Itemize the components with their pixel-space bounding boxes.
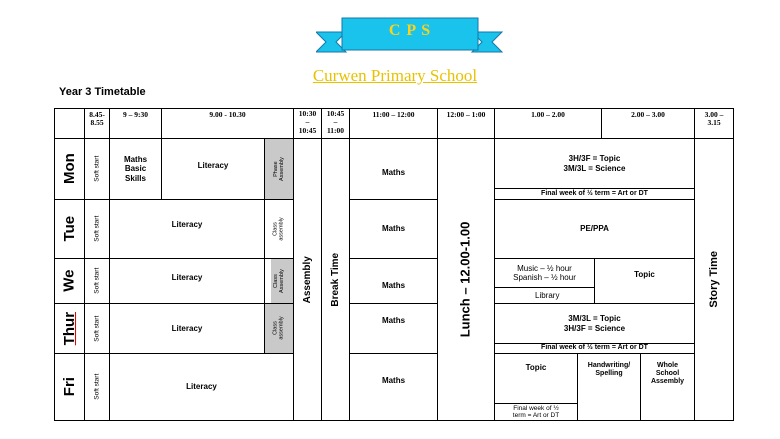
- whole-school-assembly: Whole School Assembly: [640, 353, 695, 421]
- friday-final-week-note: Final week of ½ term = Art or DT: [494, 403, 578, 421]
- class-assembly-tuesday: Class assembly: [264, 199, 294, 259]
- maths-friday: Maths: [349, 353, 438, 421]
- time-header: 12:00 – 1:00: [437, 108, 495, 139]
- time-header: 1.00 – 2.00: [494, 108, 602, 139]
- pe-ppa: PE/PPA: [494, 199, 695, 259]
- topic-wednesday: Topic: [594, 258, 695, 304]
- day-thursday: Thur: [54, 303, 85, 354]
- time-header: 10:30 – 10:45: [293, 108, 322, 139]
- monday-final-week-note: Final week of ½ term = Art or DT: [494, 188, 695, 200]
- soft-start-cell: Soft start: [84, 138, 110, 200]
- time-header: 10:45 – 11:00: [321, 108, 350, 139]
- soft-start-cell: Soft start: [84, 258, 110, 304]
- soft-start-cell: Soft start: [84, 199, 110, 259]
- maths-monday: Maths: [349, 138, 438, 200]
- time-header: 2.00 – 3.00: [601, 108, 695, 139]
- day-friday: Fri: [54, 353, 85, 421]
- music-spanish: Music – ½ hour Spanish – ½ hour: [494, 258, 595, 288]
- class-assembly-thursday: Class assembly: [264, 303, 294, 354]
- class-assembly-wednesday: Class Assembly: [264, 258, 294, 304]
- corner-cell: [54, 108, 85, 139]
- time-header: 9.00 - 10.30: [161, 108, 294, 139]
- time-header: 8.45- 8.55: [84, 108, 110, 139]
- assembly-column: Assembly: [293, 138, 322, 421]
- thursday-final-week-note: Final week of ½ term = Art or DT: [494, 343, 695, 354]
- library: Library: [494, 287, 595, 304]
- soft-start-cell: Soft start: [84, 353, 110, 421]
- banner-text: C P S: [388, 22, 432, 39]
- soft-start-cell: Soft start: [84, 303, 110, 354]
- break-time-column: Break Time: [321, 138, 350, 421]
- literacy-friday: Literacy: [109, 353, 294, 421]
- lunch-column: Lunch – 12.00-1.00: [437, 138, 495, 421]
- literacy-monday: Literacy: [161, 138, 265, 200]
- time-header: 11:00 – 12:00: [349, 108, 438, 139]
- monday-afternoon: 3H/3F = Topic 3M/3L = Science: [494, 138, 695, 189]
- maths-thursday: Maths: [349, 303, 438, 354]
- topic-friday: Topic: [494, 353, 578, 404]
- school-name: Curwen Primary School: [312, 66, 478, 85]
- time-header: 9 – 9:30: [109, 108, 162, 139]
- thursday-afternoon: 3M/3L = Topic 3H/3F = Science: [494, 303, 695, 344]
- day-wednesday: We: [54, 258, 85, 304]
- time-header: 3.00 – 3.15: [694, 108, 734, 139]
- handwriting-spelling: Handwriting/ Spelling: [577, 353, 641, 421]
- page-title: Year 3 Timetable: [59, 86, 146, 98]
- day-monday: Mon: [54, 138, 85, 200]
- maths-wednesday: Maths: [349, 258, 438, 304]
- day-tuesday: Tue: [54, 199, 85, 259]
- literacy-tuesday: Literacy: [109, 199, 265, 259]
- literacy-wednesday: Literacy: [109, 258, 265, 304]
- literacy-thursday: Literacy: [109, 303, 265, 354]
- phase-assembly: Phase Assembly: [264, 138, 294, 200]
- story-time-column: Story Time: [694, 138, 734, 421]
- maths-tuesday: Maths: [349, 199, 438, 259]
- maths-basic-skills: Maths Basic Skills: [109, 138, 162, 200]
